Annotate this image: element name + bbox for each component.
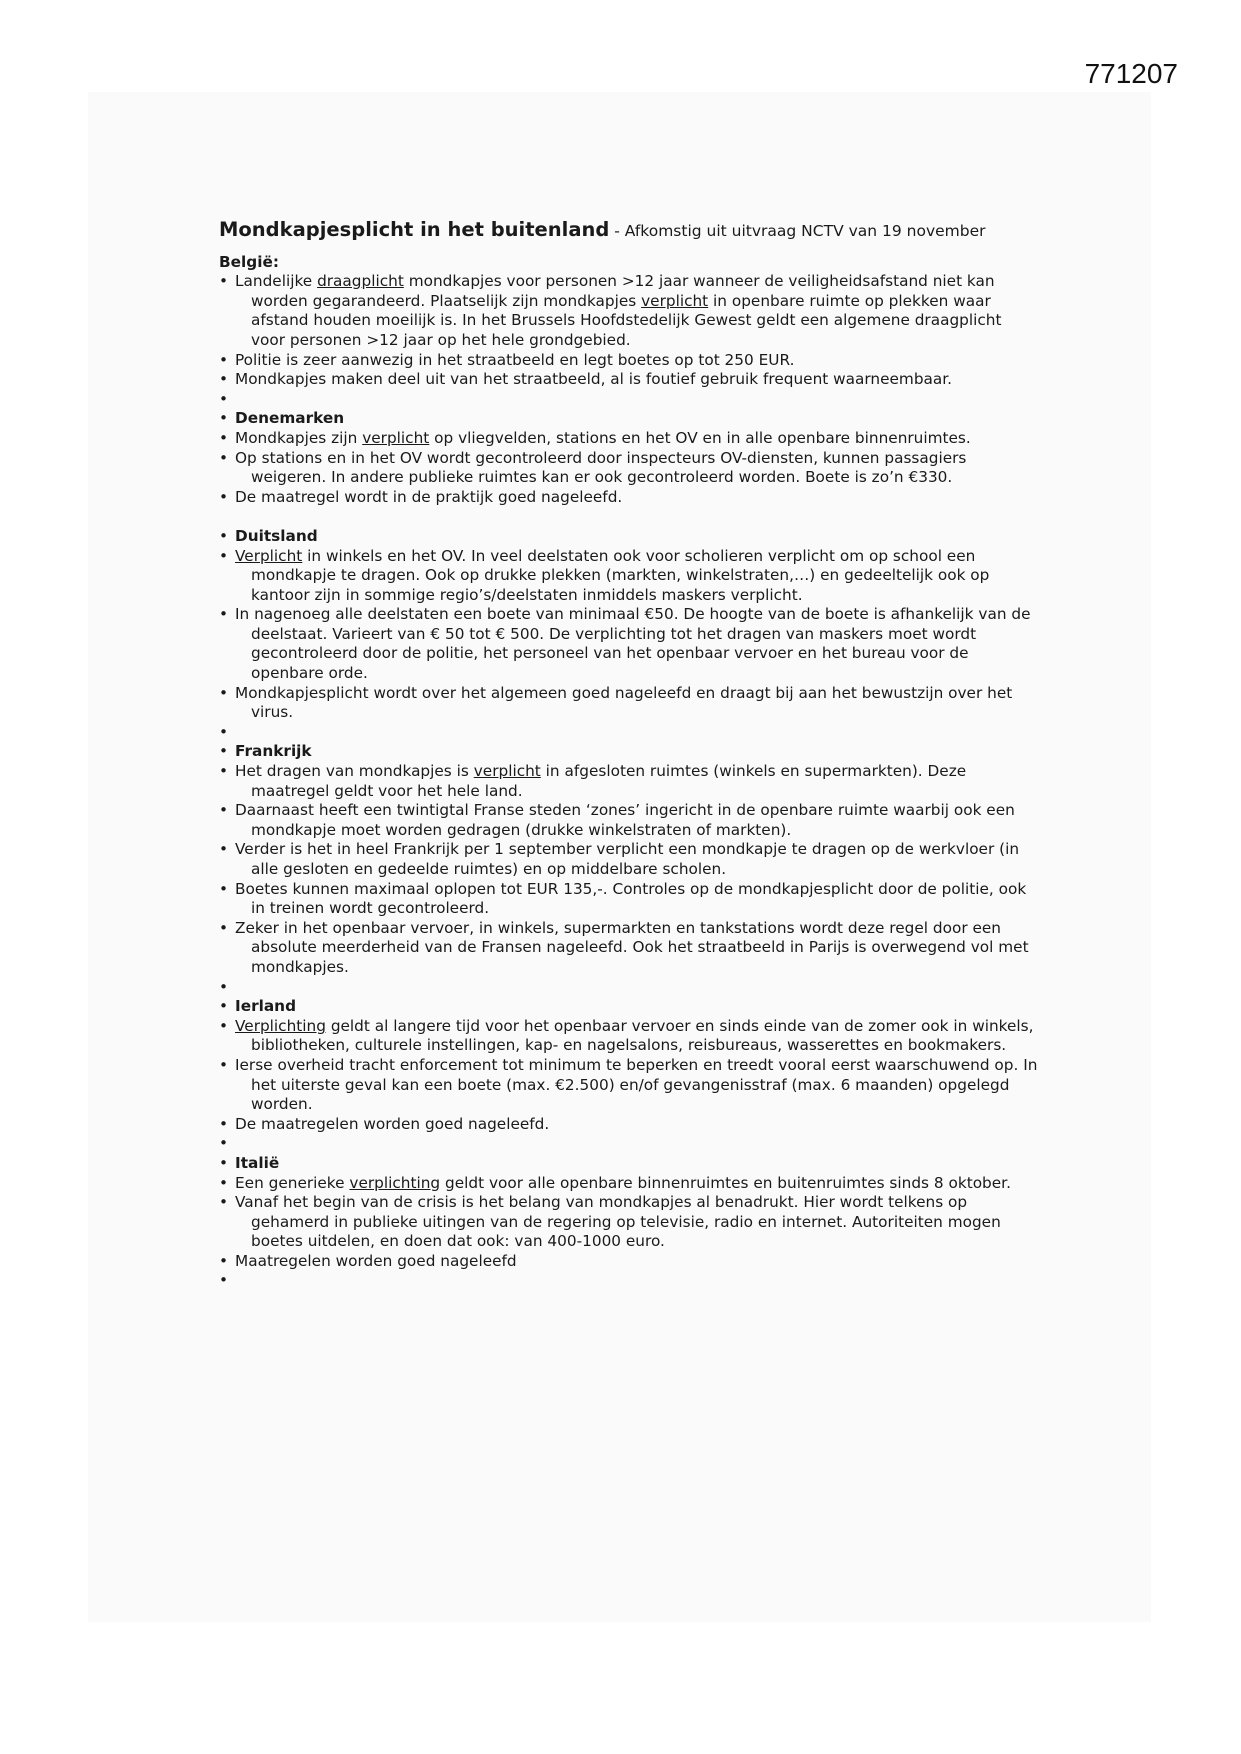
list-item: • Op stations en in het OV wordt gecontroleerd door inspecteurs OV-diensten, kunnen passagiers weigeren. In andere publieke ruimtes kan er ook gecontroleerd worden. Boete is zo’n €330. <box>219 449 1039 488</box>
list-item: • Boetes kunnen maximaal oplopen tot EUR 135,-. Controles op de mondkapjesplicht door de politie, ook in treinen wordt gecontroleerd. <box>219 880 1039 919</box>
list-item: • Zeker in het openbaar vervoer, in winkels, supermarkten en tankstations wordt deze regel door een absolute meerderheid van de Fransen nageleefd. Ook het straatbeeld in Parijs is overwegend vol met mondkapjes. <box>219 919 1039 978</box>
item-text: mondkapjes voor personen >12 jaar wanneer de veiligheidsafstand niet kan worden gegarandeerd. Plaatselijk zijn mondkapjes <box>251 272 995 310</box>
document-subtitle: - Afkomstig uit uitvraag NCTV van 19 november <box>609 222 986 240</box>
underlined-term: draagplicht <box>317 272 404 291</box>
list-item: • De maatregel wordt in de praktijk goed nageleefd. <box>219 488 1039 508</box>
country-heading-denemarken: • Denemarken <box>219 409 1039 429</box>
item-text: in winkels en het OV. In veel deelstaten ook voor scholieren verplicht om op school een mondkapje te dragen. Ook op drukke plekken (markten, winkelstraten,…) en gedeeltelijk ook op kantoor zijn in sommige regio’s/deelstaten inmiddels maskers verplicht. <box>251 546 990 604</box>
item-text: op vliegvelden, stations en het OV en in alle openbare binnenruimtes. <box>429 428 971 447</box>
country-heading-ierland: • Ierland <box>219 997 1039 1017</box>
document-body <box>219 220 1039 1291</box>
item-text: geldt al langere tijd voor het openbaar vervoer en sinds einde van de zomer ook in winkels, bibliotheken, culturele instellingen, kap- en nagelsalons, reisbureaus, wasserettes en bookmakers. <box>251 1016 1034 1055</box>
country-heading-frankrijk: • Frankrijk <box>219 742 1039 762</box>
underlined-term: verplicht <box>473 762 541 781</box>
list-item: • De maatregelen worden goed nageleefd. <box>219 1115 1039 1135</box>
document-title-line <box>219 220 1039 242</box>
country-heading-duitsland: • Duitsland <box>219 527 1039 547</box>
item-text: in afgesloten ruimtes (winkels en supermarkten). Deze maatregel geldt voor het hele land. <box>251 762 967 800</box>
underlined-term: verplicht <box>362 428 430 447</box>
item-text: Het dragen van mondkapjes is <box>235 762 474 781</box>
empty-bullet <box>219 1134 1039 1154</box>
list-item <box>219 762 1039 801</box>
empty-bullet <box>219 1271 1039 1291</box>
item-text: Landelijke <box>235 272 318 291</box>
country-heading-italie: • Italië <box>219 1154 1039 1174</box>
list-item <box>219 429 1039 449</box>
underlined-term: verplicht <box>641 291 709 310</box>
document-id: 771207 <box>1084 58 1178 89</box>
list-item <box>219 1174 1039 1194</box>
section-gap <box>219 507 1039 527</box>
list-item <box>219 272 1039 350</box>
belgie-list <box>219 272 1039 507</box>
item-text: Mondkapjes zijn <box>235 428 363 447</box>
underlined-term: Verplicht <box>235 546 303 565</box>
list-item: • Maatregelen worden goed nageleefd <box>219 1252 1039 1272</box>
empty-bullet <box>219 390 1039 410</box>
item-text: Een generieke <box>235 1173 350 1192</box>
list-item: • Daarnaast heeft een twintigtal Franse steden ‘zones’ ingericht in de openbare ruimte waarbij ook een mondkapje moet worden gedragen (drukke winkelstraten of markten). <box>219 801 1039 840</box>
list-item <box>219 547 1039 606</box>
item-text: in openbare ruimte op plekken waar afstand houden moeilijk is. In het Brussels Hoofdstedelijk Gewest geldt een algemene draagplicht voor personen >12 jaar op het hele grondgebied. <box>251 291 1002 349</box>
empty-bullet <box>219 978 1039 998</box>
list-item: • Mondkapjesplicht wordt over het algemeen goed nageleefd en draagt bij aan het bewustzijn over het virus. <box>219 684 1039 723</box>
duitsland-list <box>219 527 1039 1291</box>
list-item <box>219 1017 1039 1056</box>
underlined-term: verplichting <box>349 1173 441 1192</box>
list-item: • Ierse overheid tracht enforcement tot minimum te beperken en treedt vooral eerst waarschuwend op. In het uiterste geval kan een boete (max. €2.500) en/of gevangenisstraf (max. 6 maanden) opgelegd worden. <box>219 1056 1039 1115</box>
country-heading-belgie: België: <box>219 252 279 271</box>
list-item: • In nagenoeg alle deelstaten een boete van minimaal €50. De hoogte van de boete is afhankelijk van de deelstaat. Varieert van € 50 tot € 500. De verplichting tot het dragen van maskers moet wordt gecontroleerd door de politie, het personeel van het openbaar vervoer en het bureau voor de openbare orde. <box>219 605 1039 683</box>
empty-bullet <box>219 723 1039 743</box>
item-text: geldt voor alle openbare binnenruimtes en buitenruimtes sinds 8 oktober. <box>440 1173 1011 1192</box>
underlined-term: Verplichting <box>235 1016 326 1035</box>
list-item: • Politie is zeer aanwezig in het straatbeeld en legt boetes op tot 250 EUR. <box>219 351 1039 371</box>
list-item: • Mondkapjes maken deel uit van het straatbeeld, al is foutief gebruik frequent waarneembaar. <box>219 370 1039 390</box>
list-item: • Verder is het in heel Frankrijk per 1 september verplicht een mondkapje te dragen op de werkvloer (in alle gesloten en gedeelde ruimtes) en op middelbare scholen. <box>219 840 1039 879</box>
list-item: • Vanaf het begin van de crisis is het belang van mondkapjes al benadrukt. Hier wordt telkens op gehamerd in publieke uitingen van de regering op televisie, radio en internet. Autoriteiten mogen boetes uitdelen, en doen dat ook: van 400-1000 euro. <box>219 1193 1039 1252</box>
document-title: Mondkapjesplicht in het buitenland <box>219 218 610 241</box>
